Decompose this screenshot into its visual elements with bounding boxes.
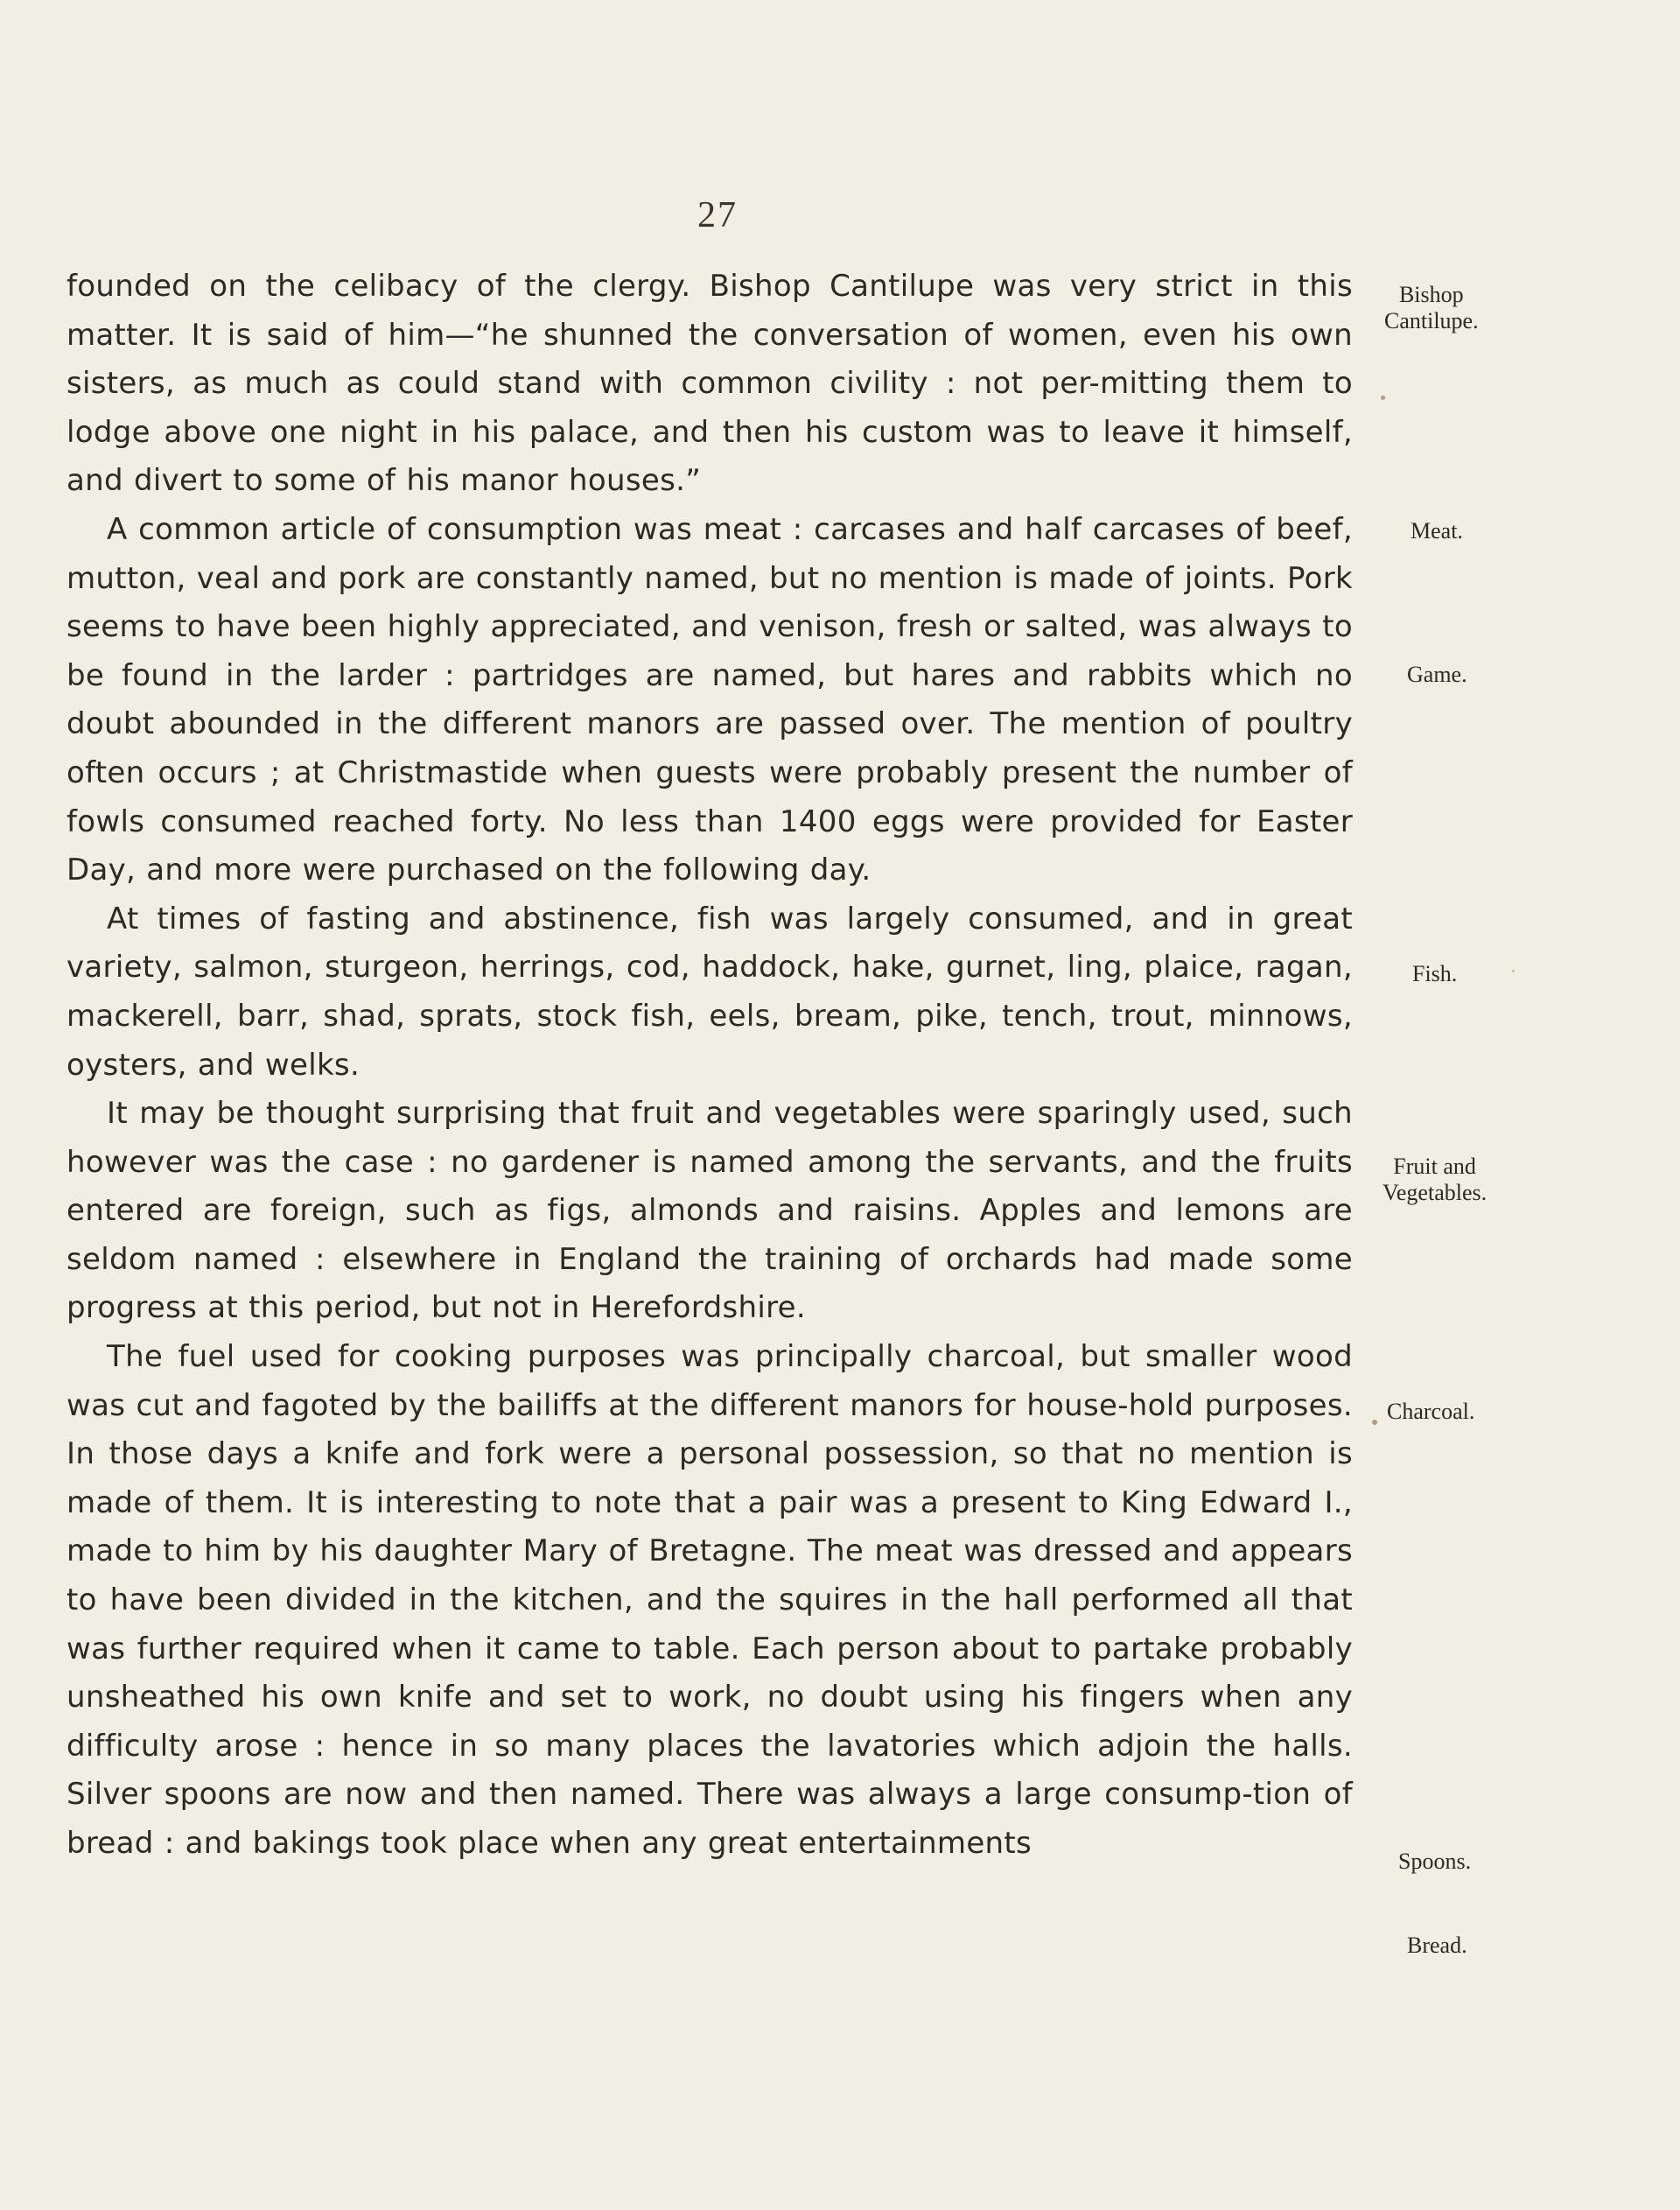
margin-note-game: Game. (1407, 662, 1467, 687)
margin-note-fruit-vegetables (1382, 1154, 1487, 1206)
page-number: 27 (697, 195, 738, 235)
margin-note-line: Bishop (1398, 282, 1464, 307)
paragraph-bishop-cantilupe: founded on the celibacy of the clergy. Bishop Cantilupe was very strict in this matter. It is said of him—“he shunned the conversation of women, even his own sisters, as much as could stand with common civility : not per-mitting them to lodge above one night in his palace, and then his custom was to leave it himself, and divert to some of his manor houses.” (66, 269, 1353, 499)
margin-note-line: Cantilupe. (1384, 308, 1479, 333)
margin-note-fish: Fish. (1412, 961, 1458, 986)
paragraph-charcoal: The fuel used for cooking purposes was principally charcoal, but smaller wood was cut and fagoted by the bailiffs at the different manors for house-hold purposes. In those days a knife and fork were a personal possession, so that no mention is made of them. It is interesting to note that a pair was a present to King Edward I., made to him by his daughter Mary of Bretagne. The meat was dressed and appears to have been divided in the kitchen, and the squires in the hall performed all that was further required when it came to table. Each person about to partake probably unsheathed his own knife and set to work, no doubt using his fingers when any difficulty arose : hence in so many places the lavatories which adjoin the halls. Silver spoons are now and then named. There was always a large consump-tion of bread : and bakings took place when any great entertainments (66, 1339, 1353, 1861)
margin-note-line: Fruit and (1393, 1154, 1476, 1179)
paper-speck (1512, 970, 1515, 972)
margin-note-meat: Meat. (1410, 518, 1463, 544)
margin-note-bishop-cantilupe (1384, 282, 1479, 334)
margin-note-spoons: Spoons. (1398, 1849, 1472, 1874)
body-text (66, 263, 1353, 1869)
paragraph-fruit-vegetables: It may be thought surprising that fruit and vegetables were sparingly used, such however was the case : no gardener is named among the servants, and the fruits entered are foreign, such as figs, almonds and raisins. Apples and lemons are seldom named : elsewhere in England the training of orchards had made some progress at this period, but not in Herefordshire. (66, 1096, 1353, 1326)
paper-speck (1372, 1420, 1377, 1425)
paragraph-meat: A common article of consumption was meat : carcases and half carcases of beef, mutton, veal and pork are constantly named, but no mention is made of joints. Pork seems to have been highly appreciated, and venison, fresh or salted, was always to be found in the larder : partridges are named, but hares and rabbits which no doubt abounded in the different manors are passed over. The mention of poultry often occurs ; at Christmastide when guests were probably present the number of fowls consumed reached forty. No less than 1400 eggs were provided for Easter Day, and more were purchased on the following day. (66, 511, 1353, 888)
margin-note-charcoal: Charcoal. (1387, 1399, 1475, 1424)
margin-note-line: Vegetables. (1382, 1180, 1488, 1205)
margin-note-bread: Bread. (1407, 1933, 1467, 1958)
paragraph-fish: At times of fasting and abstinence, fish was largely consumed, and in great variety, salmon, sturgeon, herrings, cod, haddock, hake, gurnet, ling, plaice, ragan, mackerell, barr, shad, sprats, stock fish, eels, bream, pike, tench, trout, minnows, oysters, and welks. (66, 901, 1353, 1083)
paper-speck (1381, 396, 1385, 400)
